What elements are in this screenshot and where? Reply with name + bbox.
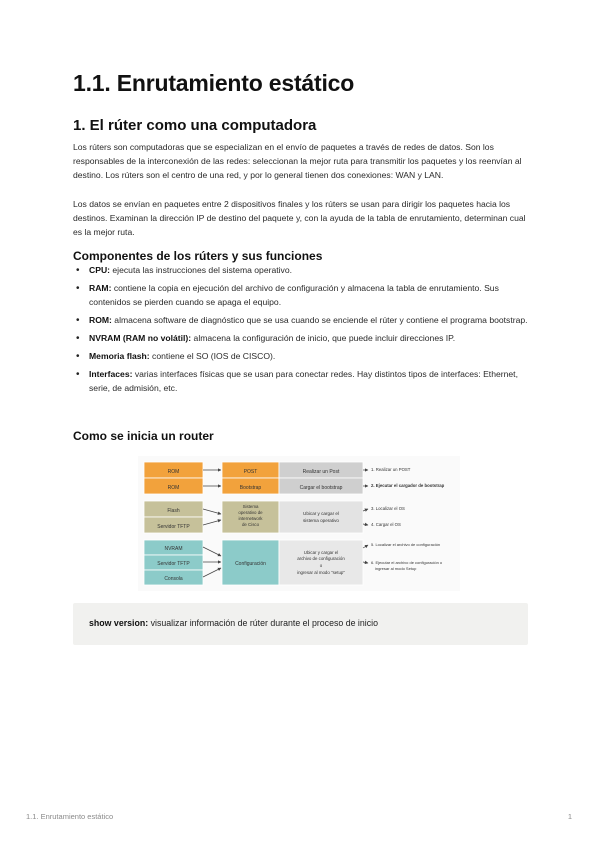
svg-text:Bootstrap: Bootstrap: [239, 485, 262, 491]
mid-box-bootstrap: [222, 478, 279, 494]
step-6-cont: ingresar al modo Setup: [375, 566, 417, 571]
svg-text:Sistema: Sistema: [242, 504, 259, 509]
item-text: varias interfaces físicas que se usan para conectar redes. Hay distintos tipos de interfaces: Ethernet, serie, de admisión, etc.: [89, 369, 518, 393]
left-box-flash: [144, 501, 203, 517]
bullet-icon: •: [76, 314, 80, 326]
item-text: almacena la configuración de inicio, que puede incluir direcciones IP.: [191, 332, 456, 343]
callout-text: [89, 618, 378, 628]
item-term: Interfaces:: [89, 369, 133, 380]
svg-text:Cargar el bootstrap: Cargar el bootstrap: [299, 485, 343, 491]
item-term: CPU:: [89, 265, 111, 275]
item-text: ejecuta las instrucciones del sistema operativo.: [110, 265, 293, 275]
item-term: RAM:: [89, 283, 112, 294]
mid-box-post: [222, 462, 279, 478]
list-item: [73, 264, 528, 278]
left-box-tftp-1: [144, 517, 203, 533]
svg-text:Ubicar y cargar el: Ubicar y cargar el: [303, 550, 339, 555]
item-term: NVRAM (RAM no volátil):: [89, 332, 192, 343]
callout-desc: visualizar información de rúter durante el proceso de inicio: [148, 618, 378, 628]
item-term: Memoria flash:: [89, 350, 150, 361]
components-list: [73, 264, 528, 400]
list-item: [73, 368, 528, 395]
left-box-rom-1: [144, 462, 203, 478]
svg-text:Realizar un Post: Realizar un Post: [302, 469, 340, 475]
page-title: 1.1. Enrutamiento estático: [73, 70, 355, 96]
page-number: 1: [567, 812, 572, 821]
left-box-console: [144, 570, 203, 585]
footer-title: 1.1. Enrutamiento estático: [26, 812, 114, 821]
left-box-rom-2: [144, 478, 203, 494]
left-box-nvram: [144, 540, 203, 555]
svg-text:Ubicar y cargar el: Ubicar y cargar el: [303, 511, 339, 516]
boot-heading: Como se inicia un router: [73, 429, 214, 443]
svg-text:POST: POST: [243, 469, 258, 475]
action-box-post: [279, 462, 363, 478]
bullet-icon: •: [76, 369, 80, 381]
svg-text:de Cisco: de Cisco: [241, 522, 260, 527]
item-text: contiene el SO (IOS de CISCO).: [149, 350, 276, 361]
step-2: 2. Ejecutar el cargador de bootstrap: [371, 483, 445, 488]
svg-text:Consola: Consola: [164, 576, 183, 582]
svg-text:NVRAM: NVRAM: [164, 546, 183, 552]
paragraph-packets: Los datos se envían en paquetes entre 2 dispositivos finales y los rúters se usan para dirigir los paquetes hacia los destinos. Examinan la dirección IP de destino del paquete y, con la ayuda de la tabla de enrutamiento, determinan cual es la mejor ruta.: [73, 199, 526, 238]
callout-term: show version:: [89, 618, 149, 628]
svg-text:Flash: Flash: [167, 508, 180, 514]
paragraph-intro: Los rúters son computadoras que se especializan en el envío de paquetes a través de redes de datos. Son los responsables de la interconexión de las redes: seleccionan la mejor ruta para transmitir los paquetes y los reenvían al destino. Los rúters son el centro de una red, y por lo general tienen dos conexiones: WAN y LAN.: [73, 142, 522, 181]
svg-text:Configuración: Configuración: [235, 561, 266, 567]
svg-text:Servidor TFTP: Servidor TFTP: [157, 524, 190, 530]
section-heading: 1. El rúter como una computadora: [73, 117, 317, 134]
step-4: 4. Cargar el OS: [371, 522, 401, 527]
item-term: ROM:: [89, 314, 112, 325]
bullet-icon: •: [76, 283, 80, 295]
svg-text:internetwork: internetwork: [238, 516, 263, 521]
callout-box: [73, 603, 528, 645]
list-item: [73, 350, 528, 364]
list-item: [73, 314, 528, 328]
components-heading: Componentes de los rúters y sus funciones: [73, 249, 323, 263]
item-text: contiene la copia en ejecución del archivo de configuración y almacena la tabla de enrutamiento. Sus contenidos se pierden cuando se apaga el equipo.: [89, 283, 499, 307]
list-item: [73, 332, 528, 346]
bullet-icon: •: [76, 265, 80, 276]
svg-text:sistema operativo: sistema operativo: [302, 518, 340, 523]
bullet-icon: •: [76, 350, 80, 362]
mid-box-config: [222, 540, 279, 585]
config-line-4: ingresar al modo "setup": [297, 570, 345, 575]
action-box-os: [279, 501, 363, 533]
svg-text:ROM: ROM: [167, 469, 180, 475]
step-5: 5. Localizar el archivo de configuración: [371, 542, 441, 547]
router-boot-diagram: [138, 456, 460, 591]
item-text: almacena software de diagnóstico que se usa cuando se enciende el rúter y contiene el programa bootstrap.: [111, 314, 528, 325]
step-3: 3. Localizar el OS: [371, 506, 405, 511]
step-6: 6. Ejecutar el archivo de configuración o: [371, 560, 443, 565]
bullet-icon: •: [76, 332, 80, 344]
step-1: 1. Realizar un POST: [371, 467, 411, 472]
list-item: [73, 282, 528, 309]
action-box-bootstrap: [279, 478, 363, 494]
svg-text:ROM: ROM: [167, 485, 180, 491]
left-box-tftp-2: [144, 555, 203, 570]
config-line-3: o: [319, 563, 323, 568]
svg-text:Servidor TFTP: Servidor TFTP: [157, 561, 190, 567]
svg-text:operativo de: operativo de: [238, 510, 263, 515]
mid-box-ios: [222, 501, 279, 533]
config-line-2: archivo de configuración: [297, 556, 345, 561]
